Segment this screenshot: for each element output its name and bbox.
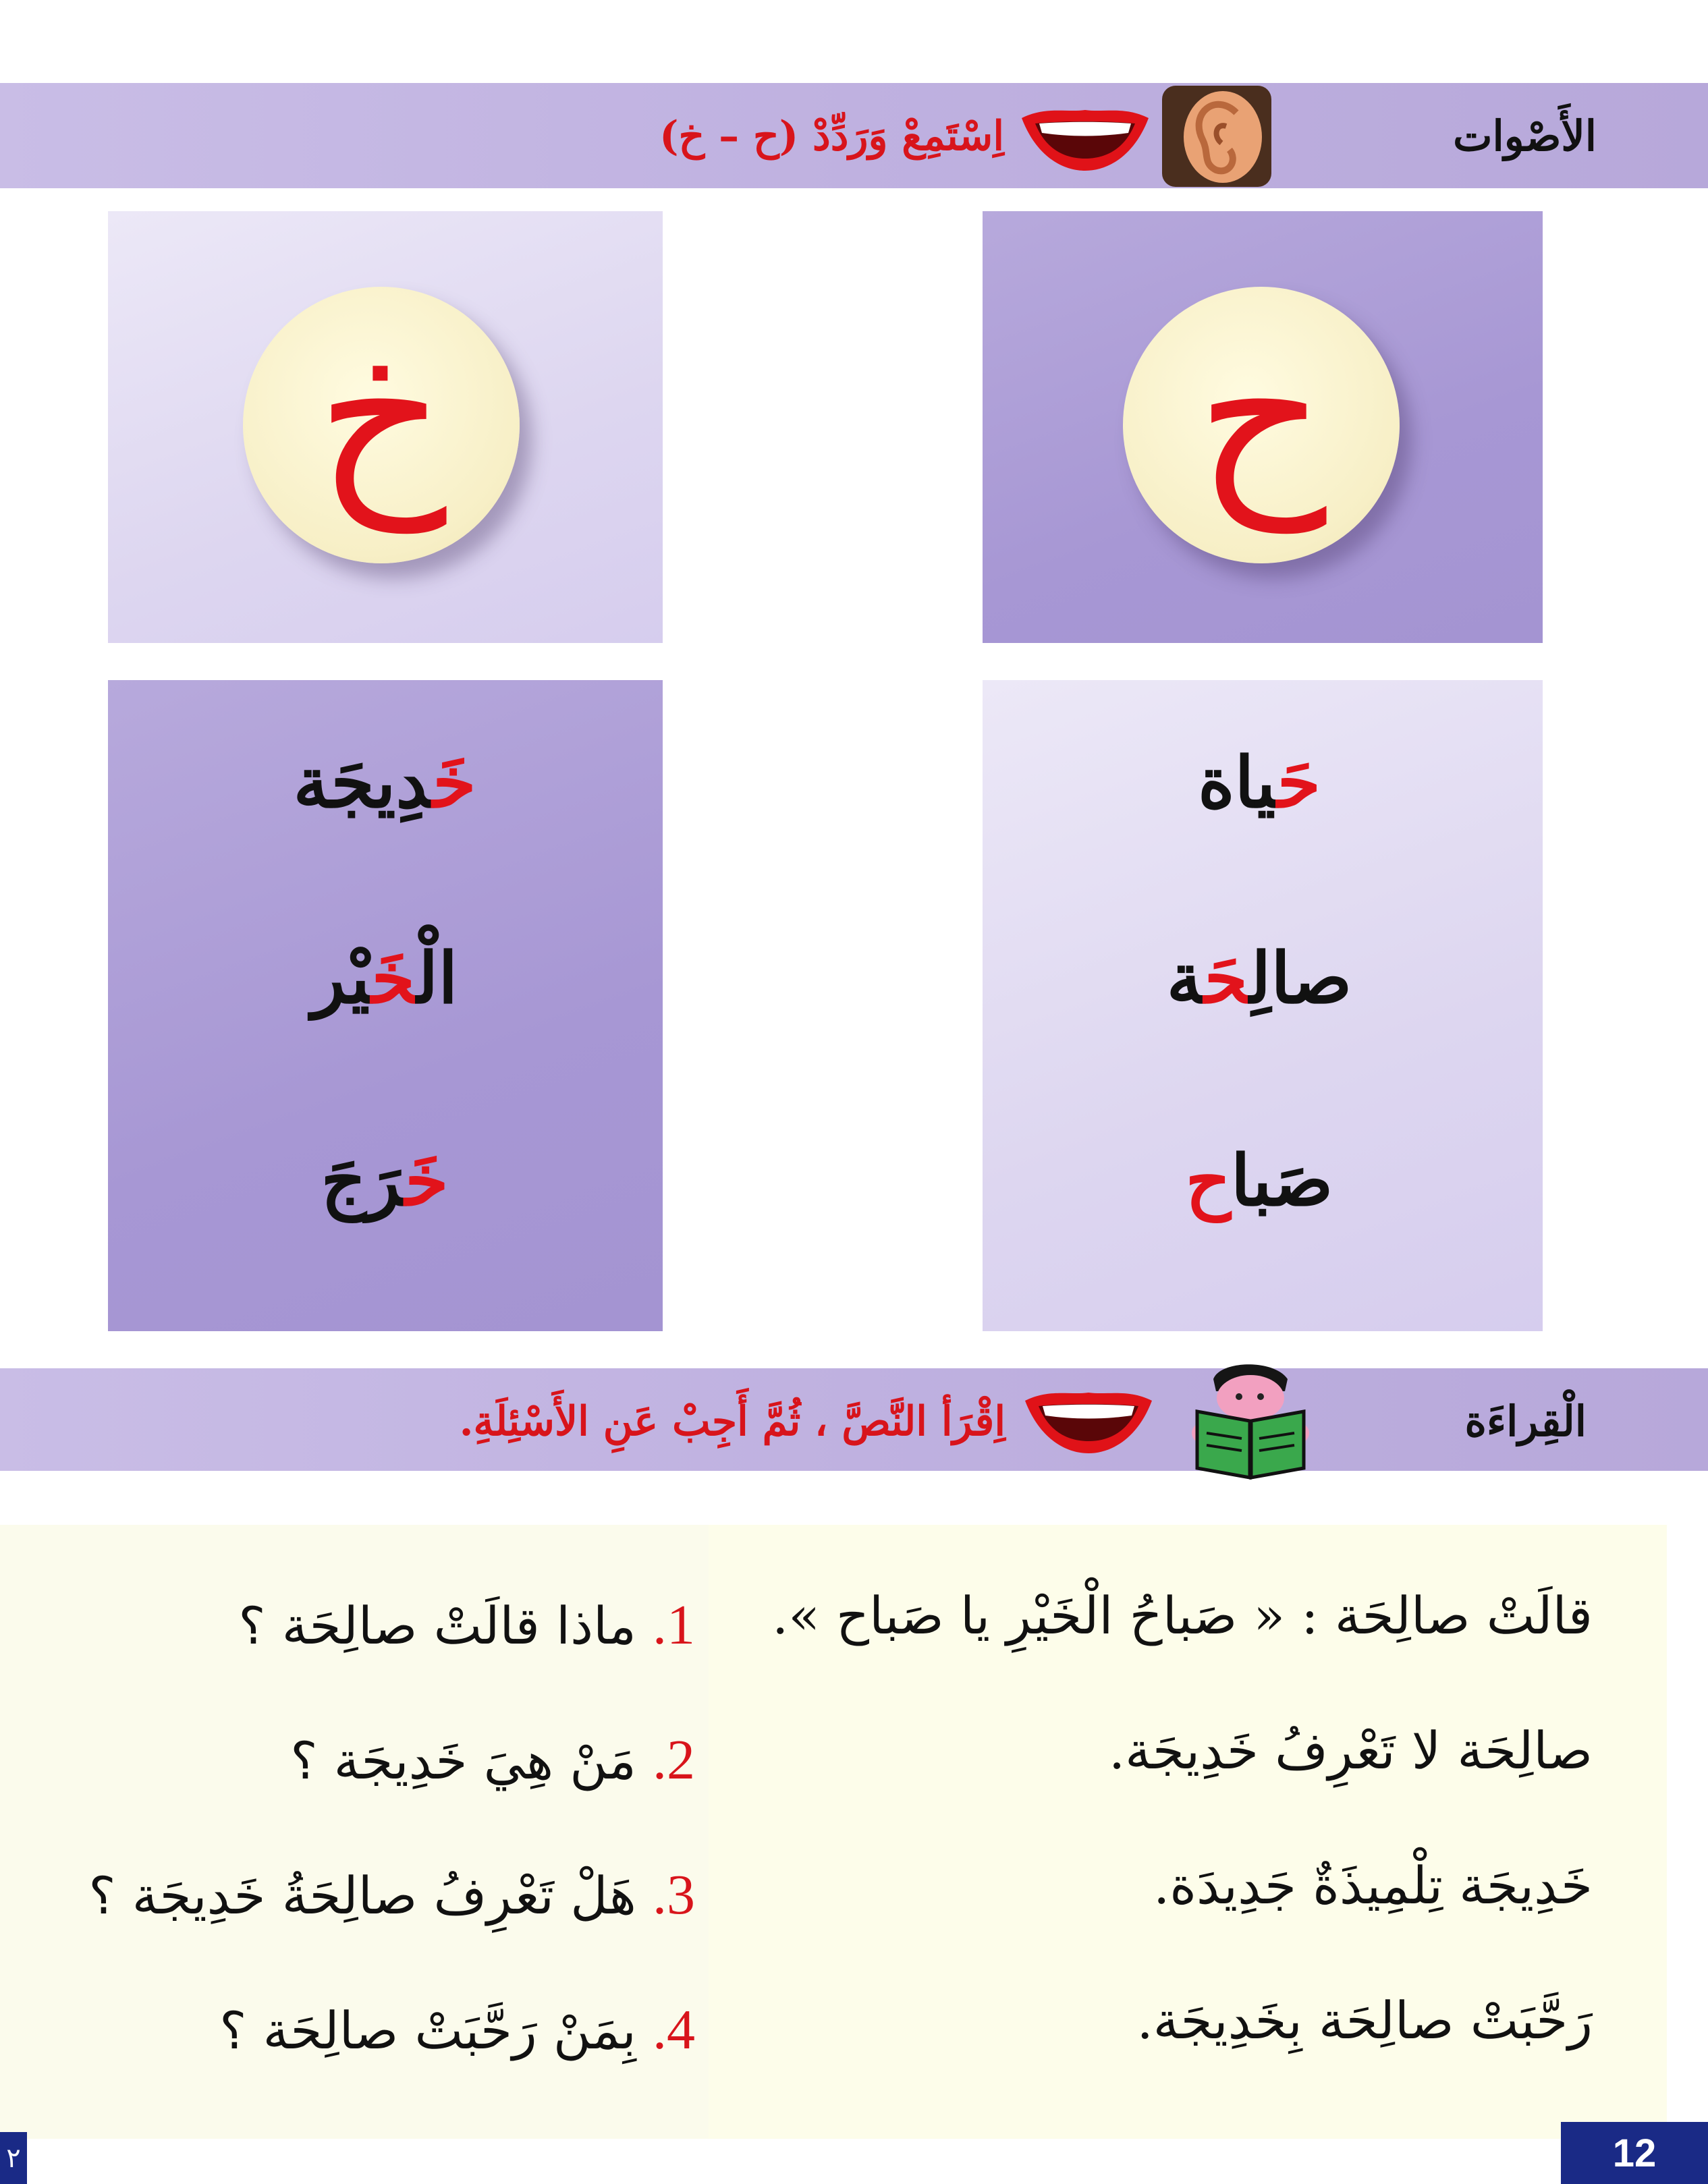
question-text: هَلْ تَعْرِفُ صالِحَةُ خَدِيجَة ؟: [88, 1866, 636, 1926]
word-hah-3: صَباح: [1185, 1139, 1333, 1222]
story-line-4: رَحَّبَتْ صالِحَة بِخَدِيجَة.: [1136, 1990, 1593, 2050]
question-text: مَنْ هِيَ خَدِيجَة ؟: [290, 1731, 636, 1791]
question-2: [290, 1727, 695, 1793]
words-panel-khah: [108, 680, 663, 1331]
letter-hah: ح: [1196, 297, 1327, 532]
story-line-3: خَدِيجَة تِلْمِيذَةٌ جَدِيدَة.: [1153, 1855, 1593, 1915]
page-number: 12: [1561, 2122, 1708, 2184]
letter-disc-hah: [1123, 287, 1400, 563]
question-3: [88, 1862, 695, 1928]
left-page-number: ٢: [0, 2132, 27, 2184]
words-panel-hah: [983, 680, 1543, 1331]
sounds-instruction: اِسْتَمِعْ وَرَدِّدْ (ح – خ): [659, 113, 1004, 160]
word-hah-1: حَياة: [1198, 741, 1321, 824]
question-text: ماذا قالَتْ صالِحَة ؟: [238, 1596, 636, 1656]
letter-panel-khah: [108, 211, 663, 643]
ear-icon: [1162, 86, 1271, 187]
word-hah-2: صالِحَة: [1166, 936, 1352, 1019]
reading-section-title: الْقِراءَة: [1464, 1397, 1587, 1446]
question-number: 1.: [653, 1594, 695, 1656]
questions-area: [0, 1525, 709, 2139]
question-number: 3.: [653, 1864, 695, 1926]
sounds-header-band: [0, 83, 1708, 188]
question-text: بِمَنْ رَحَّبَتْ صالِحَة ؟: [219, 2000, 636, 2061]
letter-khah: خ: [316, 297, 447, 532]
story-line-1: قالَتْ صالِحَة : « صَباحُ الْخَيْرِ يا صَباح ».: [772, 1586, 1593, 1646]
question-number: 2.: [653, 1729, 695, 1791]
letter-disc-khah: [243, 287, 520, 563]
word-khah-2: الْخَيْر: [311, 936, 458, 1019]
reading-instruction: اِقْرَأ النَّصَّ ، ثُمَّ أَجِبْ عَنِ الأَسْئِلَةِ.: [459, 1398, 1005, 1445]
mouth-icon: [1019, 103, 1151, 173]
question-number: 4.: [653, 1998, 695, 2061]
question-4: [219, 1997, 695, 2063]
sounds-section-title: الأَصْوات: [1453, 111, 1597, 161]
word-khah-3: خَرَجَ: [321, 1139, 449, 1222]
letter-panel-hah: [983, 211, 1543, 643]
question-1: [238, 1592, 695, 1658]
reading-header-band: [0, 1368, 1708, 1471]
story-line-2: صالِحَة لا تَعْرِفُ خَدِيجَة.: [1109, 1720, 1593, 1781]
mouth-icon-reading: [1022, 1386, 1155, 1456]
reading-child-icon: [1180, 1359, 1321, 1480]
story-area: [709, 1525, 1667, 2139]
word-khah-1: خَدِيجَة: [293, 741, 476, 824]
